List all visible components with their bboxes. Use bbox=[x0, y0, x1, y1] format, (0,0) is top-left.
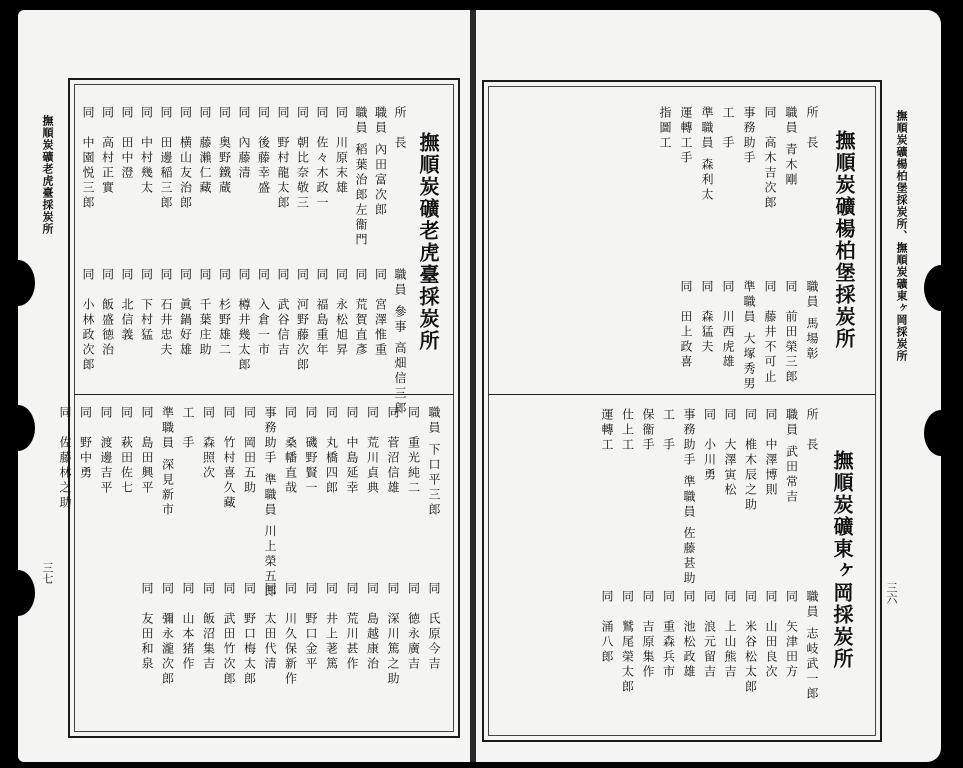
name-column: 同 彌永瀧次郎 bbox=[160, 582, 175, 687]
binding-notch bbox=[924, 410, 958, 456]
name-column: 同 小川勇 bbox=[702, 408, 717, 483]
right-upper-title: 撫順炭礦楊柏堡採炭所 bbox=[832, 130, 856, 350]
name-column: 指圖工 bbox=[658, 106, 672, 151]
name-column: 同 川久保新作 bbox=[283, 582, 298, 687]
name-column: 同 岡田五助 bbox=[242, 406, 257, 496]
name-column: 同 菅沼信雄 bbox=[386, 406, 400, 496]
binding-notch bbox=[1, 570, 35, 616]
name-column: 同 鷲尾榮太郎 bbox=[620, 590, 635, 695]
left-title: 撫順炭礦老虎臺採炭所 bbox=[416, 132, 440, 352]
name-column: 同 樽井幾太郎 bbox=[237, 268, 251, 373]
name-column: 同 矢津田方 bbox=[784, 590, 799, 680]
name-column: 同 森照次 bbox=[201, 406, 216, 481]
name-column: 同 中澤博則 bbox=[764, 408, 778, 498]
name-column: 同 藤瀨仁藏 bbox=[198, 106, 212, 196]
name-column: 準職員 深見新市 bbox=[160, 406, 175, 518]
name-column: 所 長 bbox=[805, 408, 819, 453]
name-column: 同 野中勇 bbox=[78, 406, 93, 481]
name-column: 同 浪元留吉 bbox=[702, 590, 717, 680]
name-column: 同 井上荖篤 bbox=[324, 582, 339, 672]
name-column: 同 武田竹次郎 bbox=[222, 582, 236, 687]
name-column: 職員 參事 高畑信三郎 bbox=[393, 268, 407, 417]
name-column: 運轉工手 bbox=[679, 106, 693, 166]
name-column: 同 米谷松太郎 bbox=[743, 590, 758, 695]
right-lower-title: 撫順炭礦東ヶ岡採炭所 bbox=[830, 450, 854, 670]
name-column: 同 太田代清 bbox=[263, 582, 277, 672]
name-column: 同 河野藤次郎 bbox=[295, 268, 310, 373]
name-column: 同 飯沼集吉 bbox=[201, 582, 216, 672]
name-column: 同 入倉一市 bbox=[256, 268, 271, 358]
name-column: 同 友田和泉 bbox=[140, 582, 154, 672]
name-column: 同 杉野雄二 bbox=[217, 268, 232, 358]
name-column: 事務助手 bbox=[742, 106, 756, 166]
name-column: 同 中島延幸 bbox=[345, 406, 359, 496]
name-column: 同 萩田佐七 bbox=[119, 406, 134, 496]
name-column: 同 涌八郎 bbox=[600, 590, 614, 665]
name-column: 工 手 bbox=[661, 408, 676, 453]
name-column: 同 桑幡直哉 bbox=[283, 406, 298, 496]
name-column: 同 氏原今吉 bbox=[427, 582, 441, 672]
name-column: 同 池松政雄 bbox=[682, 590, 696, 680]
name-column: 同 下村猛 bbox=[139, 268, 154, 343]
name-column: 同 高村正實 bbox=[100, 106, 115, 196]
name-column: 同 宮澤惟重 bbox=[373, 268, 388, 358]
name-column: 同 田中澄 bbox=[120, 106, 134, 181]
name-column: 同 川西虎雄 bbox=[721, 280, 735, 370]
name-column: 工 手 bbox=[181, 406, 195, 451]
name-column: 同 椎木辰之助 bbox=[743, 408, 758, 513]
name-column: 同 森猛夫 bbox=[700, 280, 714, 355]
name-column: 所 長 bbox=[393, 106, 407, 151]
name-column: 事務助手 準職員 川上榮五郎 bbox=[263, 406, 277, 600]
name-column: 同 山田良次 bbox=[764, 590, 778, 680]
right-page-number: 三六 bbox=[885, 582, 898, 604]
name-column: 同 北信義 bbox=[120, 268, 134, 343]
name-column: 同 荒川貞典 bbox=[365, 406, 380, 496]
name-column: 同 奥野鐵蔵 bbox=[217, 106, 232, 196]
name-column: 所 長 bbox=[805, 106, 819, 151]
name-column: 職員 下口平三郎 bbox=[427, 406, 441, 518]
name-column: 仕上工 bbox=[620, 408, 635, 453]
name-column: 同 野口梅太郎 bbox=[242, 582, 257, 687]
name-column: 同 竹村喜久藏 bbox=[222, 406, 236, 511]
name-column: 職員 馬場彰 bbox=[805, 280, 819, 362]
name-column: 工 手 bbox=[721, 106, 735, 151]
name-column: 同 佐々木政一 bbox=[315, 106, 329, 211]
name-column: 同 中園悦三郎 bbox=[81, 106, 95, 211]
name-column: 同 永松旭昇 bbox=[334, 268, 349, 358]
right-page bbox=[476, 10, 941, 762]
name-column: 職員 青木剛 bbox=[784, 106, 798, 188]
name-column: 同 磯野賢一 bbox=[304, 406, 318, 496]
binding-notch bbox=[924, 265, 958, 311]
name-column: 同 內藤清 bbox=[237, 106, 251, 181]
name-column: 同 小林政次郎 bbox=[81, 268, 95, 373]
name-column: 保衞手 bbox=[641, 408, 655, 453]
name-column: 同 山本猪作 bbox=[181, 582, 195, 672]
name-column: 同 深川篤之助 bbox=[386, 582, 400, 687]
left-page bbox=[18, 10, 470, 762]
name-column: 同 福島重年 bbox=[315, 268, 329, 358]
binding-notch bbox=[1, 260, 35, 306]
name-column: 職員 內田富次郎 bbox=[373, 106, 388, 218]
right-divider bbox=[488, 394, 876, 395]
name-column: 同 野口金平 bbox=[304, 582, 318, 672]
name-column: 同 島田興平 bbox=[140, 406, 154, 496]
name-column: 職員 志岐武一郎 bbox=[805, 590, 819, 702]
name-column: 同 上山熊吉 bbox=[723, 590, 737, 680]
name-column: 同 荒川甚作 bbox=[345, 582, 359, 672]
name-column: 職員 稻葉治郎左衞門 bbox=[354, 106, 368, 248]
name-column: 同 飯盛徳治 bbox=[100, 268, 115, 358]
name-column: 同 吉原集作 bbox=[641, 590, 655, 680]
name-column: 同 後藤幸盛 bbox=[256, 106, 271, 196]
name-column: 同 徳永廣吉 bbox=[406, 582, 421, 672]
name-column: 同 横山友治郎 bbox=[178, 106, 193, 211]
name-column: 同 石井忠夫 bbox=[159, 268, 173, 358]
name-column: 同 田上政喜 bbox=[679, 280, 693, 370]
name-column: 同 渡邊吉平 bbox=[99, 406, 113, 496]
name-column: 同 武谷信吉 bbox=[276, 268, 290, 358]
name-column: 同 佐藤林之助 bbox=[58, 406, 72, 511]
name-column: 準職員 大塚秀男 bbox=[742, 280, 756, 392]
name-column: 同 前田榮三郎 bbox=[784, 280, 798, 385]
name-column: 同 朝比奈敬三 bbox=[295, 106, 310, 211]
name-column: 同 島越康治 bbox=[365, 582, 380, 672]
name-column: 事務助手 準職員 佐藤甚助 bbox=[682, 408, 696, 587]
name-column: 同 千葉庄助 bbox=[198, 268, 212, 358]
name-column: 同 川原末雄 bbox=[334, 106, 349, 196]
name-column: 同 丸橋四郎 bbox=[324, 406, 339, 496]
name-column: 同 藤井不可止 bbox=[763, 280, 777, 385]
left-page-number: 三七 bbox=[41, 562, 54, 584]
name-column: 同 大澤寅松 bbox=[723, 408, 737, 498]
name-column: 同 眞鍋好雄 bbox=[178, 268, 193, 358]
name-column: 同 重森兵市 bbox=[661, 590, 676, 680]
name-column: 同 荒賀直彥 bbox=[354, 268, 368, 358]
binding-notch bbox=[1, 405, 35, 451]
name-column: 同 重光純二 bbox=[406, 406, 421, 496]
name-column: 同 田邊稲三郎 bbox=[159, 106, 173, 211]
name-column: 準職員 森利太 bbox=[700, 106, 714, 203]
name-column: 同 野村龍太郎 bbox=[276, 106, 290, 211]
name-column: 同 中村幾太 bbox=[139, 106, 154, 196]
name-column: 職員 武田常吉 bbox=[784, 408, 799, 505]
name-column: 同 高木吉次郎 bbox=[763, 106, 777, 211]
left-side-title: 撫順炭礦老虎臺採炭所 bbox=[41, 115, 54, 235]
name-column: 運轉工 bbox=[600, 408, 614, 453]
right-side-title: 撫順炭礦楊柏堡採炭所、撫順炭礦東ヶ岡採炭所 bbox=[895, 110, 908, 362]
